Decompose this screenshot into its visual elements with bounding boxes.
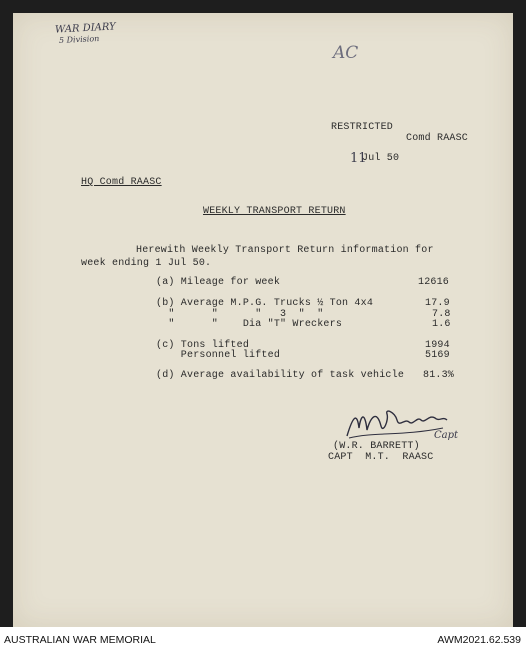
signatory-title: CAPT M.T. RAASC bbox=[328, 452, 434, 463]
document-date: Jul 50 bbox=[362, 153, 400, 164]
handwritten-division: 5 Division bbox=[58, 33, 100, 46]
handwritten-rank: Capt bbox=[434, 430, 459, 441]
item-c-label-2: Personnel lifted bbox=[156, 350, 281, 361]
item-c-value-2: 5169 bbox=[425, 350, 450, 361]
item-d-value: 81.3% bbox=[423, 370, 455, 381]
intro-line-1: Herewith Weekly Transport Return information for bbox=[136, 245, 434, 256]
handwritten-war-diary: WAR DIARY bbox=[54, 21, 116, 36]
handwritten-day: 11 bbox=[350, 151, 367, 166]
item-b-value-2: 7.8 bbox=[432, 309, 451, 320]
item-b-value-3: 1.6 bbox=[432, 319, 451, 330]
item-b-label-1: (b) Average M.P.G. Trucks ½ Ton 4x4 bbox=[156, 298, 374, 309]
item-a-label: (a) Mileage for week bbox=[156, 277, 281, 288]
document-page bbox=[13, 13, 513, 627]
archive-footer bbox=[0, 627, 526, 653]
addressee: HQ Comd RAASC bbox=[81, 177, 162, 188]
handwritten-ac: AC bbox=[333, 43, 359, 63]
document-title: WEEKLY TRANSPORT RETURN bbox=[203, 206, 346, 217]
item-c-value-1: 1994 bbox=[425, 340, 450, 351]
intro-line-2: week ending 1 Jul 50. bbox=[81, 258, 212, 269]
item-a-value: 12616 bbox=[418, 277, 450, 288]
item-b-label-3: " " Dia "T" Wreckers bbox=[156, 319, 343, 330]
footer-accession: AWM2021.62.539 bbox=[437, 634, 521, 646]
signatory-name: (W.R. BARRETT) bbox=[333, 441, 420, 452]
item-d-label: (d) Average availability of task vehicle bbox=[156, 370, 405, 381]
item-b-value-1: 17.9 bbox=[425, 298, 450, 309]
footer-institution: AUSTRALIAN WAR MEMORIAL bbox=[4, 634, 156, 646]
comd-label: Comd RAASC bbox=[406, 133, 469, 144]
restricted-label: RESTRICTED bbox=[331, 122, 394, 133]
item-b-label-2: " " " 3 " " bbox=[156, 309, 324, 320]
item-c-label-1: (c) Tons lifted bbox=[156, 340, 250, 351]
